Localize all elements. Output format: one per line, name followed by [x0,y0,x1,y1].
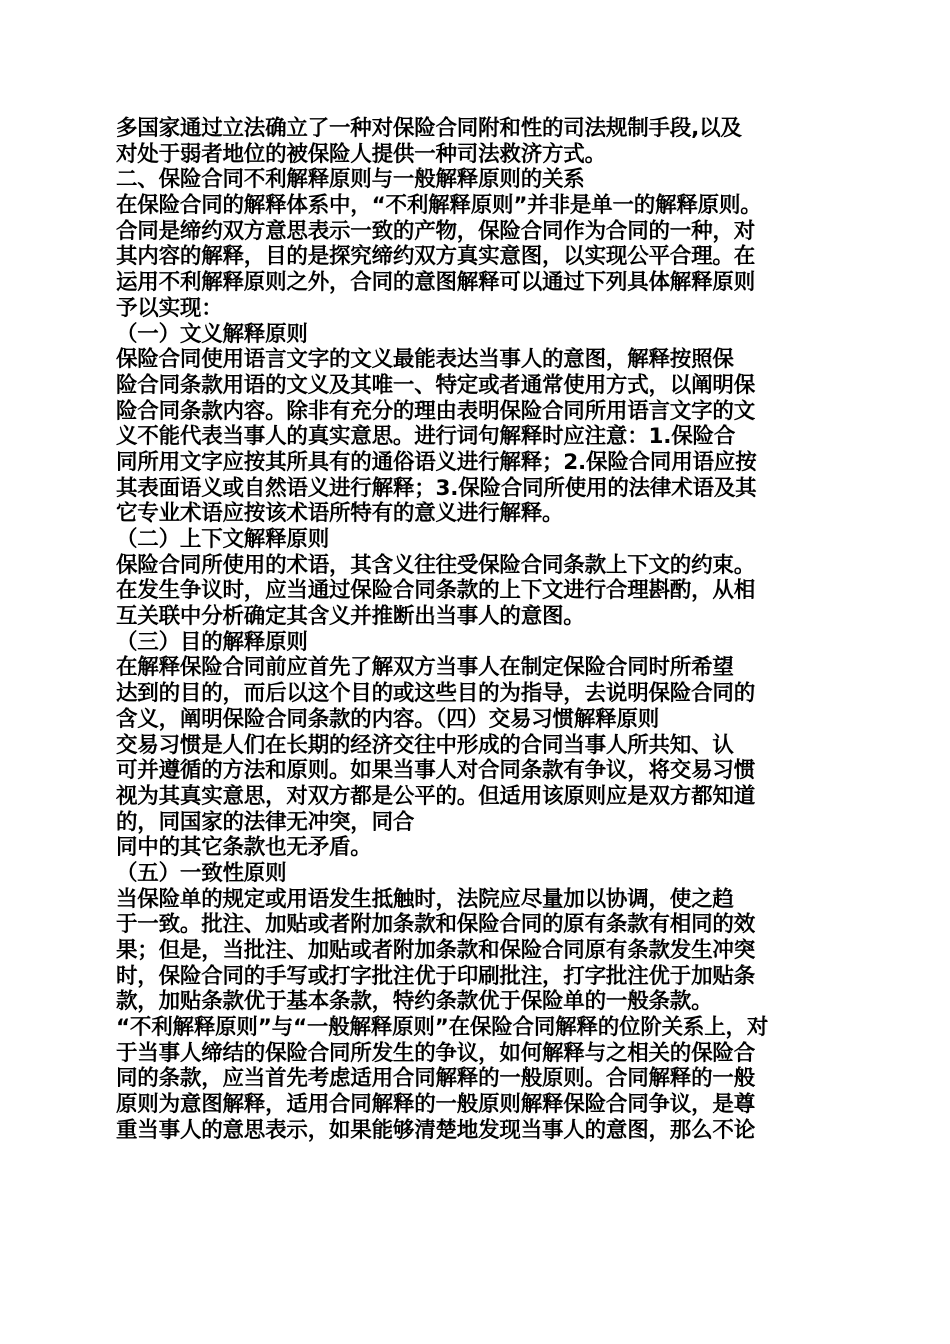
text-line: 重当事人的意思表示，如果能够清楚地发现当事人的意图，那么不论 [116,1117,756,1143]
text-line: 保险合同使用语言文字的文义最能表达当事人的意图，解释按照保 [116,347,734,373]
subsection-heading: （五）一致性原则 [116,860,287,886]
text-line: 可并遵循的方法和原则。如果当事人对合同条款有争议，将交易习惯 [116,758,756,784]
text-line: 交易习惯是人们在长期的经济交往中形成的合同当事人所共知、认 [116,732,734,758]
text-line: 义不能代表当事人的真实意思。进行词句解释时应注意：1.保险合 [116,424,736,450]
text-line: 予以实现： [116,295,223,321]
text-line: 同中的其它条款也无矛盾。 [116,835,372,861]
text-line: 其内容的解释，目的是探究缔约双方真实意图，以实现公平合理。在 [116,244,756,270]
text-line: 险合同条款内容。除非有充分的理由表明保险合同所用语言文字的文 [116,398,756,424]
text-line: 保险合同所使用的术语，其含义往往受保险合同条款上下文的约束。 [116,552,756,578]
text-line: 于当事人缔结的保险合同所发生的争议，如何解释与之相关的保险合 [116,1040,756,1066]
text-line: 合同是缔约双方意思表示一致的产物，保险合同作为合同的一种，对 [116,218,756,244]
document-body [116,116,840,1144]
text-line: 多国家通过立法确立了一种对保险合同附和性的司法规制手段,以及 [116,116,742,141]
text-line: “不利解释原则”与“一般解释原则”在保险合同解释的位阶关系上，对 [116,1015,769,1041]
text-line: 险合同条款用语的文义及其唯一、特定或者通常使用方式，以阐明保 [116,372,756,398]
text-line: 含义，阐明保险合同条款的内容。（四）交易习惯解释原则 [116,706,660,732]
subsection-heading: （三）目的解释原则 [116,629,308,655]
text-line: 的，同国家的法律无冲突，同合 [116,809,415,835]
text-line: 在保险合同的解释体系中，“不利解释原则”并非是单一的解释原则。 [116,193,762,219]
text-line: 对处于弱者地位的被保险人提供一种司法救济方式。 [116,141,606,167]
text-line: 当保险单的规定或用语发生抵触时，法院应尽量加以协调，使之趋 [116,886,734,912]
text-line: 同所用文字应按其所具有的通俗语义进行解释；2.保险合同用语应按 [116,449,757,475]
text-line: 互关联中分析确定其含义并推断出当事人的意图。 [116,604,585,630]
text-line: 于一致。批注、加贴或者附加条款和保险合同的原有条款有相同的效 [116,912,756,938]
text-line: 果；但是，当批注、加贴或者附加条款和保险合同原有条款发生冲突 [116,938,756,963]
subsection-heading: （二）上下文解释原则 [116,527,330,552]
text-line: 运用不利解释原则之外，合同的意图解释可以通过下列具体解释原则 [116,270,756,296]
text-line: 视为其真实意思，对双方都是公平的。但适用该原则应是双方都知道 [116,783,756,809]
subsection-heading: （一）文义解释原则 [116,321,308,347]
text-line: 原则为意图解释，适用合同解释的一般原则解释保险合同争议，是尊 [116,1092,756,1118]
text-line: 它专业术语应按该术语所特有的意义进行解释。 [116,501,564,527]
text-line: 同的条款，应当首先考虑适用合同解释的一般原则。合同解释的一般 [116,1066,756,1092]
section-heading: 二、保险合同不利解释原则与一般解释原则的关系 [116,167,585,193]
text-line: 达到的目的，而后以这个目的或这些目的为指导，去说明保险合同的 [116,681,756,707]
text-line: 在发生争议时，应当通过保险合同条款的上下文进行合理斟酌，从相 [116,578,756,604]
text-line: 其表面语义或自然语义进行解释；3.保险合同所使用的法律术语及其 [116,475,757,501]
text-line: 款，加贴条款优于基本条款，特约条款优于保险单的一般条款。 [116,989,713,1015]
text-line: 在解释保险合同前应首先了解双方当事人在制定保险合同时所希望 [116,655,734,681]
text-line: 时，保险合同的手写或打字批注优于印刷批注，打字批注优于加贴条 [116,963,756,989]
